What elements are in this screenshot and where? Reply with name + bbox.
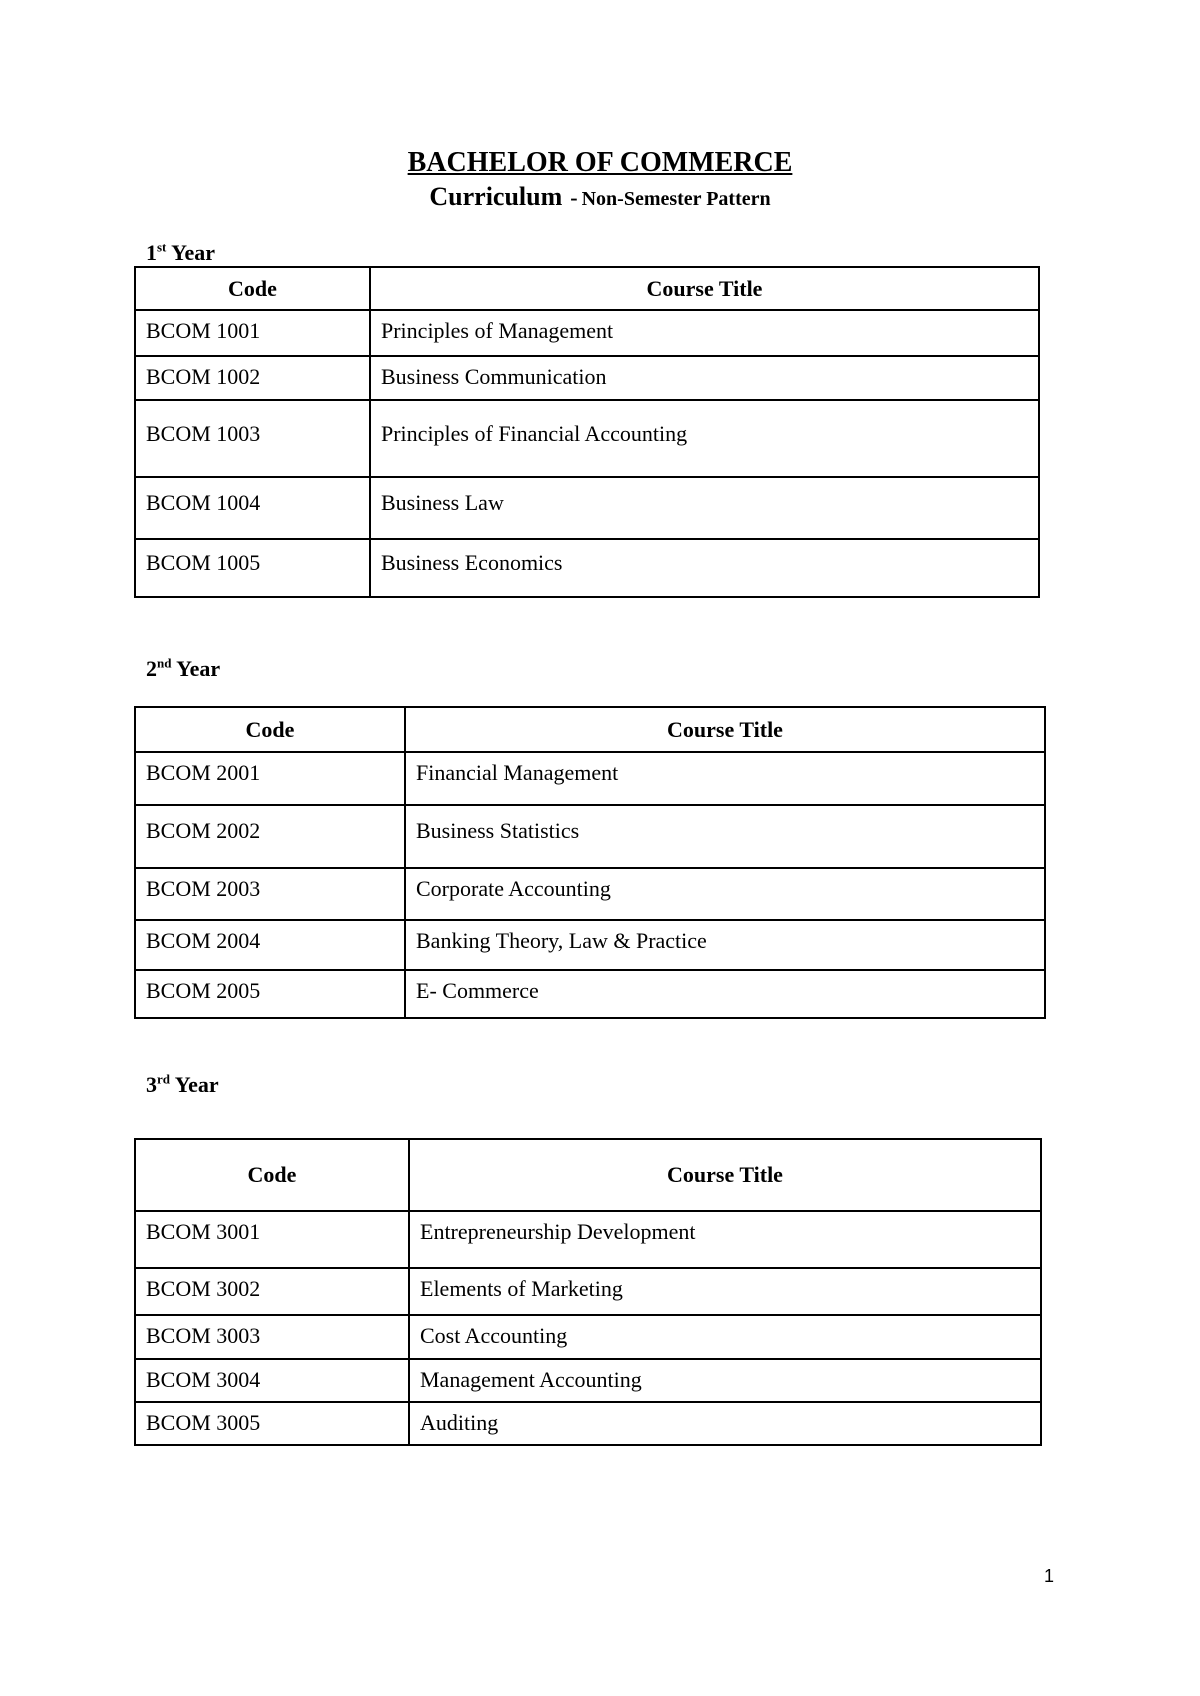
course-title: Business Law bbox=[370, 477, 1039, 539]
course-title: Auditing bbox=[409, 1402, 1041, 1445]
course-title: Elements of Marketing bbox=[409, 1268, 1041, 1315]
course-code: BCOM 1004 bbox=[135, 477, 370, 539]
table-row bbox=[135, 539, 1039, 597]
header-code: Code bbox=[135, 1139, 409, 1211]
year-3-word: Year bbox=[174, 1072, 219, 1097]
table-row bbox=[135, 1402, 1041, 1445]
table-row bbox=[135, 752, 1045, 805]
course-title: Business Statistics bbox=[405, 805, 1045, 868]
subtitle-curriculum: Curriculum bbox=[429, 182, 563, 211]
course-code: BCOM 2005 bbox=[135, 970, 405, 1018]
course-code: BCOM 2004 bbox=[135, 920, 405, 970]
table-row bbox=[135, 920, 1045, 970]
year-3-suffix: rd bbox=[157, 1071, 170, 1087]
subtitle-pattern: Non-Semester Pattern bbox=[581, 188, 771, 210]
year-1-table bbox=[134, 266, 1040, 598]
table-header-row bbox=[135, 707, 1045, 752]
page-number: 1 bbox=[1044, 1566, 1055, 1586]
course-title: Cost Accounting bbox=[409, 1315, 1041, 1359]
year-1-heading bbox=[146, 240, 215, 266]
table-row bbox=[135, 310, 1039, 356]
year-1-number: 1 bbox=[146, 240, 157, 265]
course-code: BCOM 1001 bbox=[135, 310, 370, 356]
course-title: Management Accounting bbox=[409, 1359, 1041, 1402]
year-1-suffix: st bbox=[157, 239, 167, 255]
header-course-title: Course Title bbox=[405, 707, 1045, 752]
year-2-number: 2 bbox=[146, 656, 157, 681]
course-code: BCOM 3005 bbox=[135, 1402, 409, 1445]
header-code: Code bbox=[135, 707, 405, 752]
document-subtitle bbox=[0, 181, 1200, 212]
subtitle-separator: - bbox=[570, 185, 578, 210]
year-1-word: Year bbox=[171, 240, 216, 265]
table-row bbox=[135, 356, 1039, 400]
table-row bbox=[135, 477, 1039, 539]
course-title: Business Economics bbox=[370, 539, 1039, 597]
course-code: BCOM 3003 bbox=[135, 1315, 409, 1359]
course-code: BCOM 2001 bbox=[135, 752, 405, 805]
course-title: Principles of Financial Accounting bbox=[370, 400, 1039, 477]
table-header-row bbox=[135, 267, 1039, 310]
course-title: Principles of Management bbox=[370, 310, 1039, 356]
year-2-suffix: nd bbox=[157, 655, 172, 671]
year-2-word: Year bbox=[176, 656, 221, 681]
course-title: Financial Management bbox=[405, 752, 1045, 805]
course-code: BCOM 1003 bbox=[135, 400, 370, 477]
table-row bbox=[135, 1268, 1041, 1315]
course-title: E- Commerce bbox=[405, 970, 1045, 1018]
course-title: Business Communication bbox=[370, 356, 1039, 400]
header-course-title: Course Title bbox=[370, 267, 1039, 310]
header-course-title: Course Title bbox=[409, 1139, 1041, 1211]
year-3-heading bbox=[146, 1072, 219, 1098]
year-2-heading bbox=[146, 656, 220, 682]
document-title: BACHELOR OF COMMERCE bbox=[407, 147, 793, 178]
table-row bbox=[135, 970, 1045, 1018]
course-code: BCOM 1002 bbox=[135, 356, 370, 400]
course-title: Entrepreneurship Development bbox=[409, 1211, 1041, 1268]
course-title: Corporate Accounting bbox=[405, 868, 1045, 920]
year-2-table bbox=[134, 706, 1046, 1019]
table-row bbox=[135, 400, 1039, 477]
course-code: BCOM 3001 bbox=[135, 1211, 409, 1268]
course-title: Banking Theory, Law & Practice bbox=[405, 920, 1045, 970]
course-code: BCOM 3004 bbox=[135, 1359, 409, 1402]
course-code: BCOM 1005 bbox=[135, 539, 370, 597]
header-code: Code bbox=[135, 267, 370, 310]
course-code: BCOM 2003 bbox=[135, 868, 405, 920]
year-3-table bbox=[134, 1138, 1042, 1446]
table-header-row bbox=[135, 1139, 1041, 1211]
course-code: BCOM 2002 bbox=[135, 805, 405, 868]
table-row bbox=[135, 1359, 1041, 1402]
year-3-number: 3 bbox=[146, 1072, 157, 1097]
table-row bbox=[135, 805, 1045, 868]
table-row bbox=[135, 868, 1045, 920]
table-row bbox=[135, 1211, 1041, 1268]
table-row bbox=[135, 1315, 1041, 1359]
course-code: BCOM 3002 bbox=[135, 1268, 409, 1315]
